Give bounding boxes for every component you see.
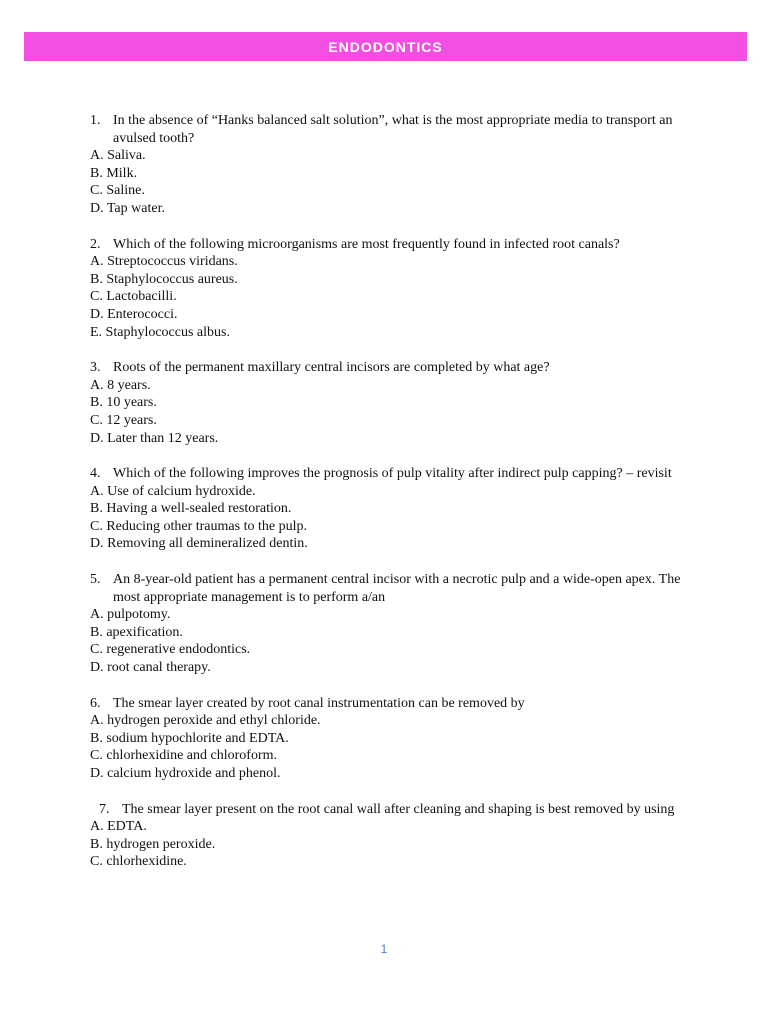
answer-option: D. Tap water. <box>90 200 165 216</box>
answer-option: B. 10 years. <box>90 395 157 411</box>
question-number: 7. <box>99 801 110 817</box>
answer-option: B. apexification. <box>90 624 183 640</box>
answer-option: A. Use of calcium hydroxide. <box>90 483 256 499</box>
question-2 <box>90 236 690 342</box>
question-stem <box>90 571 690 606</box>
answer-option: C. Reducing other traumas to the pulp. <box>90 518 307 534</box>
answer-option: A. hydrogen peroxide and ethyl chloride. <box>90 713 321 729</box>
question-number: 1. <box>90 113 101 128</box>
question-text: The smear layer created by root canal instrumentation can be removed by <box>113 695 525 711</box>
question-text: Roots of the permanent maxillary central incisors are completed by what age? <box>113 360 550 376</box>
answer-options <box>90 712 690 782</box>
question-1 <box>90 112 690 218</box>
question-stem <box>90 695 690 713</box>
answer-options <box>90 377 690 447</box>
answer-options <box>90 606 690 676</box>
question-7 <box>90 801 690 871</box>
answer-option: A. Saliva. <box>90 148 146 164</box>
page-number: 1 <box>380 942 388 956</box>
question-stem <box>90 801 690 819</box>
answer-option: B. Having a well-sealed restoration. <box>90 501 292 517</box>
answer-option: D. Enterococci. <box>90 306 178 322</box>
answer-option: C. Saline. <box>90 183 145 199</box>
answer-option: C. chlorhexidine and chloroform. <box>90 748 278 764</box>
question-stem <box>90 359 690 377</box>
answer-options <box>90 483 690 553</box>
answer-option: B. Staphylococcus aureus. <box>90 271 238 287</box>
question-text: An 8-year-old patient has a permanent central incisor with a necrotic pulp and a wide-open apex. The most appropriate management is to perform a/an <box>113 572 681 605</box>
answer-option: C. Lactobacilli. <box>90 289 177 305</box>
question-text: The smear layer present on the root canal wall after cleaning and shaping is best removed by using <box>122 801 675 817</box>
answer-option: C. regenerative endodontics. <box>90 642 251 658</box>
answer-options <box>90 818 690 871</box>
answer-option: D. Later than 12 years. <box>90 430 219 446</box>
answer-option: B. hydrogen peroxide. <box>90 836 216 852</box>
question-4 <box>90 465 690 553</box>
question-list <box>90 112 690 889</box>
answer-option: C. chlorhexidine. <box>90 854 187 870</box>
question-text: In the absence of “Hanks balanced salt solution”, what is the most appropriate media to transport an avulsed tooth? <box>113 113 673 146</box>
answer-option: D. root canal therapy. <box>90 660 211 676</box>
question-number: 2. <box>90 236 101 252</box>
question-stem <box>90 112 690 147</box>
answer-options <box>90 253 690 341</box>
question-number: 5. <box>90 572 101 588</box>
question-6 <box>90 695 690 783</box>
answer-options <box>90 147 690 217</box>
question-3 <box>90 359 690 447</box>
question-number: 3. <box>90 360 101 376</box>
question-stem <box>90 465 690 483</box>
page-title: ENDODONTICS <box>328 38 443 55</box>
answer-option: B. sodium hypochlorite and EDTA. <box>90 730 289 746</box>
question-text: Which of the following improves the prognosis of pulp vitality after indirect pulp capping? – revisit <box>113 466 672 482</box>
answer-option: A. pulpotomy. <box>90 607 171 623</box>
answer-option: C. 12 years. <box>90 412 157 428</box>
answer-option: D. Removing all demineralized dentin. <box>90 536 308 552</box>
answer-option: E. Staphylococcus albus. <box>90 324 230 340</box>
question-number: 6. <box>90 695 101 711</box>
answer-option: D. calcium hydroxide and phenol. <box>90 766 281 781</box>
answer-option: A. EDTA. <box>90 819 147 835</box>
question-number: 4. <box>90 466 101 482</box>
question-5 <box>90 571 690 677</box>
header-bar <box>24 32 747 61</box>
question-stem <box>90 236 690 254</box>
question-text: Which of the following microorganisms are most frequently found in infected root canals? <box>113 236 620 252</box>
answer-option: B. Milk. <box>90 165 138 181</box>
answer-option: A. Streptococcus viridans. <box>90 254 238 270</box>
answer-option: A. 8 years. <box>90 377 151 393</box>
